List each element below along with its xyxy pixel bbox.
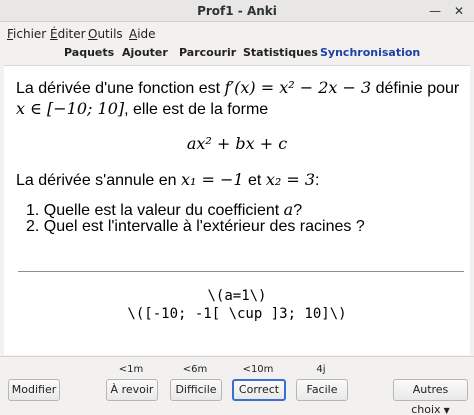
minimize-icon[interactable]: —	[429, 4, 441, 18]
question-line-2: x ∈ [−10; 10], elle est de la forme	[16, 99, 269, 118]
good-button[interactable]: Correct	[232, 379, 286, 401]
window-title: Prof1 - Anki	[197, 4, 277, 18]
interval-easy: 4j	[316, 364, 326, 375]
more-choices-button[interactable]	[393, 379, 468, 415]
menu-outils[interactable]: Outils	[88, 27, 123, 41]
again-button[interactable]: À revoir	[106, 379, 158, 401]
interval-hard: <6m	[182, 364, 208, 375]
derivative-formula: f′(x) = x² − 2x − 3	[224, 78, 372, 97]
question-2: 2. Quel est l'intervalle à l'extérieur des racines ?	[26, 218, 365, 235]
question-1: 1. Quelle est la valeur du coefficient a?	[26, 200, 303, 219]
answer-raw-1: \(a=1\)	[207, 288, 267, 304]
toolbar-synchronisation[interactable]: Synchronisation	[320, 46, 421, 59]
interval-again: <1m	[118, 364, 144, 375]
main-toolbar	[0, 43, 474, 63]
question-line-1: La dérivée d'une fonction est f′(x) = x² − 2x − 3 définie pour	[16, 78, 460, 97]
edit-button[interactable]: Modifier	[8, 379, 60, 401]
answer-divider	[18, 271, 464, 272]
toolbar-ajouter[interactable]: Ajouter	[122, 46, 168, 59]
easy-button[interactable]: Facile	[296, 379, 348, 401]
more-choices-label: Autres choix	[411, 383, 449, 415]
toolbar-statistiques[interactable]: Statistiques	[243, 46, 318, 59]
toolbar-parcourir[interactable]: Parcourir	[179, 46, 237, 59]
root-x2: x₂ = 3	[265, 170, 316, 189]
chevron-down-icon: ▼	[443, 406, 450, 415]
question-line-3: La dérivée s'annule en x₁ = −1 et x₂ = 3:	[16, 170, 320, 189]
menu-aide[interactable]: Aide	[129, 27, 156, 41]
menu-editer[interactable]: Éditer	[50, 27, 86, 41]
hard-button[interactable]: Difficile	[170, 379, 222, 401]
domain-formula: x ∈ [−10; 10]	[16, 99, 125, 118]
general-form-formula: ax² + bx + c	[186, 134, 288, 153]
interval-good: <10m	[242, 364, 274, 375]
answer-raw-2: \([-10; -1[ \cup ]3; 10]\)	[127, 306, 347, 322]
root-x1: x₁ = −1	[180, 170, 244, 189]
title-bar	[0, 0, 474, 22]
close-icon[interactable]: ✕	[453, 4, 465, 18]
toolbar-paquets[interactable]: Paquets	[64, 46, 115, 59]
menu-fichier[interactable]: Fichier	[7, 27, 47, 41]
card-view	[4, 65, 470, 355]
